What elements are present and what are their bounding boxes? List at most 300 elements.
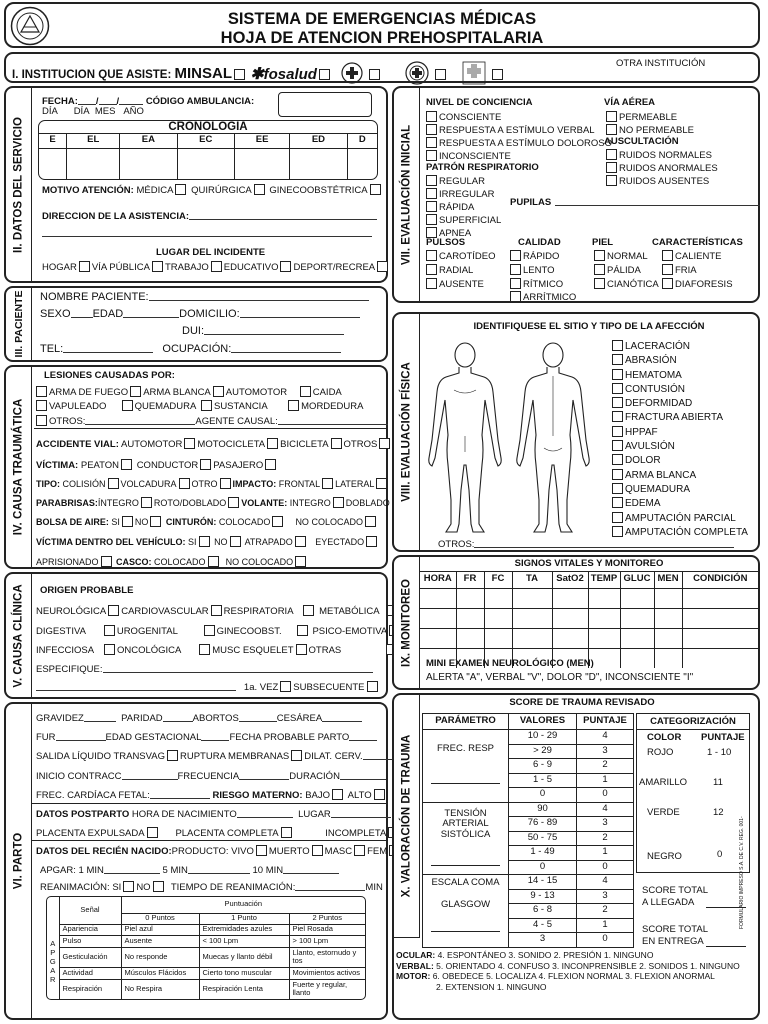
bolsa-label: BOLSA DE AIRE: — [36, 517, 109, 527]
resp-doloroso-checkbox[interactable] — [426, 137, 437, 148]
irregular-checkbox[interactable] — [426, 188, 437, 199]
contusion-label: CONTUSIÓN — [625, 383, 685, 395]
vitals-cell[interactable] — [552, 588, 588, 608]
regular-checkbox[interactable] — [426, 175, 437, 186]
frec-resp-label: FREC. RESP — [436, 743, 494, 754]
vitals-table — [420, 572, 758, 668]
vitals-cell[interactable] — [588, 608, 620, 628]
salida-checkbox[interactable] — [167, 750, 178, 761]
ginecoobst-label: GINECOOBST. — [216, 626, 282, 637]
vitals-cell[interactable] — [512, 588, 552, 608]
vitals-cell[interactable] — [682, 628, 758, 648]
cronologia-title: CRONOLOGIA — [39, 121, 377, 134]
paridad-field[interactable] — [163, 712, 193, 722]
edad-gest-label: EDAD GESTACIONAL — [105, 732, 202, 743]
musc-esquelet-checkbox[interactable] — [296, 644, 307, 655]
parabrisas-integro-checkbox[interactable] — [141, 497, 152, 508]
abortos-label: ABORTOS — [192, 713, 239, 724]
sexo-field[interactable] — [71, 308, 93, 318]
fria-label: FRIA — [675, 265, 697, 276]
colision-checkbox[interactable] — [108, 478, 119, 489]
neurologica-checkbox[interactable] — [108, 605, 119, 616]
permeable-checkbox[interactable] — [606, 111, 617, 122]
ruidos-normales-checkbox[interactable] — [606, 149, 617, 160]
fosalud-checkbox[interactable] — [319, 69, 330, 80]
col-temp: TEMP — [588, 572, 620, 588]
apgar-table — [46, 896, 366, 1000]
ta-val-2: 50 - 75 — [509, 831, 577, 846]
masc-checkbox[interactable] — [354, 845, 365, 856]
inconsciente-label: INCONSCIENTE — [439, 151, 511, 162]
vial-otros-checkbox[interactable] — [379, 438, 390, 449]
arma-blanca-fis-checkbox[interactable] — [612, 469, 623, 480]
placenta-exp-checkbox[interactable] — [147, 827, 158, 838]
trabajo-checkbox[interactable] — [211, 261, 222, 272]
urogenital-checkbox[interactable] — [204, 625, 215, 636]
vitals-cell[interactable] — [420, 588, 456, 608]
tiempo-rean-label: TIEMPO DE REANIMACIÓN: — [170, 882, 296, 893]
domicilio-field[interactable] — [240, 308, 360, 318]
crono-cell[interactable] — [120, 148, 177, 180]
auscultacion-label: AUSCULTACIÓN — [604, 136, 679, 147]
peaton-label: PEATON — [80, 460, 120, 471]
ocular-label: OCULAR: — [396, 950, 436, 960]
fria-checkbox[interactable] — [662, 264, 673, 275]
no-permeable-label: NO PERMEABLE — [619, 125, 694, 136]
casco-colocado-checkbox[interactable] — [208, 556, 219, 567]
conductor-label: CONDUCTOR — [136, 460, 199, 471]
volante-integro-checkbox[interactable] — [333, 497, 344, 508]
vitals-cell[interactable] — [682, 588, 758, 608]
rapida-label: RÁPIDA — [439, 202, 475, 213]
gl-pts-3: 1 — [577, 918, 634, 933]
frontal-checkbox[interactable] — [322, 478, 333, 489]
cinturon-no-colocado-checkbox[interactable] — [365, 516, 376, 527]
infecciosa-label: INFECCIOSA — [36, 645, 95, 656]
vial-otros-label: OTROS — [343, 439, 378, 450]
cat-rojo: ROJO — [647, 747, 674, 758]
direccion-field[interactable] — [189, 210, 377, 220]
resp-doloroso-label: RESPUESTA A ESTÍMULO DOLOROSO — [439, 138, 612, 149]
vitals-cell[interactable] — [654, 628, 682, 648]
hogar-label: HOGAR — [42, 262, 77, 273]
fur-field[interactable] — [56, 731, 106, 741]
medica-checkbox[interactable] — [175, 184, 186, 195]
dui-field[interactable] — [204, 325, 344, 335]
pasajero-checkbox[interactable] — [265, 459, 276, 470]
lateral-checkbox[interactable] — [376, 478, 387, 489]
volcadura-checkbox[interactable] — [179, 478, 190, 489]
apgar-side-a: A — [50, 939, 56, 948]
section-causa-clinica — [4, 572, 388, 699]
arritmico-checkbox[interactable] — [510, 291, 521, 302]
pupilas-field[interactable] — [555, 196, 760, 206]
oncologica-label: ONCOLÓGICA — [116, 645, 182, 656]
col-fr: FR — [456, 572, 484, 588]
edema-checkbox[interactable] — [612, 497, 623, 508]
vitals-cell[interactable] — [456, 608, 484, 628]
no-permeable-checkbox[interactable] — [606, 124, 617, 135]
page-title: SISTEMA DE EMERGENCIAS MÉDICAS — [227, 10, 537, 28]
apgar-1min-field[interactable] — [104, 864, 160, 874]
identifique-label: IDENTIFIQUESE EL SITIO Y TIPO DE LA AFECCIÓN — [473, 321, 705, 332]
tiempo-rean-field[interactable] — [295, 881, 365, 891]
direccion-field-2[interactable] — [42, 236, 372, 237]
deformidad-checkbox[interactable] — [612, 397, 623, 408]
table-cell: No responde — [121, 947, 199, 967]
dia-label: DÍA — [42, 106, 58, 117]
vitals-cell[interactable] — [620, 648, 654, 668]
motocicleta-checkbox[interactable] — [267, 438, 278, 449]
tel-label: TEL: — [40, 343, 64, 355]
mordedura-label: MORDEDURA — [301, 401, 364, 412]
bicicleta-checkbox[interactable] — [331, 438, 342, 449]
muerto-checkbox[interactable] — [312, 845, 323, 856]
agente-label: AGENTE CAUSAL: — [195, 416, 278, 427]
reanimacion-label: REANIMACIÓN: — [40, 882, 110, 893]
vitals-cell[interactable] — [420, 628, 456, 648]
ta-pts-1: 3 — [577, 817, 634, 832]
vitals-cell[interactable] — [484, 628, 512, 648]
crono-cell[interactable] — [67, 148, 120, 180]
body-figure-back — [512, 340, 594, 536]
inicio-field[interactable] — [122, 770, 178, 780]
categorizacion-title: CATEGORIZACIÓN — [637, 714, 749, 730]
cardiovascular-checkbox[interactable] — [211, 605, 222, 616]
tel-field[interactable] — [63, 343, 153, 353]
cinturon-colocado-checkbox[interactable] — [272, 516, 283, 527]
ta-val-1: 76 - 89 — [509, 817, 577, 832]
primera-vez-checkbox[interactable] — [280, 681, 291, 692]
especifique-label: ESPECIFIQUE: — [36, 664, 103, 675]
men-line: ALERTA "A", VERBAL "V", DOLOR "D", INCONSCIENTE "I" — [426, 672, 694, 683]
apgar-5min-field[interactable] — [188, 864, 250, 874]
lugar-nac-field[interactable] — [331, 808, 391, 818]
otros-label: OTROS: — [49, 416, 86, 427]
bajo-checkbox[interactable] — [332, 789, 343, 800]
dentro-si-label: SI — [188, 537, 197, 547]
fecha-mes-field[interactable] — [99, 95, 117, 105]
vitals-cell[interactable] — [484, 608, 512, 628]
score-llegada-label-2: A LLEGADA — [642, 897, 695, 908]
vitals-cell[interactable] — [620, 608, 654, 628]
glasgow-label: GLASGOW — [440, 898, 491, 910]
cat-verde: VERDE — [647, 807, 680, 818]
conductor-checkbox[interactable] — [200, 459, 211, 470]
arma-fuego-checkbox[interactable] — [36, 386, 47, 397]
rapido-label: RÁPIDO — [523, 251, 560, 262]
signos-label: SIGNOS VITALES Y MONITOREO — [420, 559, 758, 572]
amputacion-completa-label: AMPUTACIÓN COMPLETA — [625, 526, 748, 538]
roto-checkbox[interactable] — [228, 497, 239, 508]
vitals-cell[interactable] — [682, 608, 758, 628]
casco-no-colocado-checkbox[interactable] — [295, 556, 306, 567]
anio-label: AÑO — [123, 106, 144, 117]
ocupacion-field[interactable] — [231, 343, 341, 353]
casco-no-colocado-label: NO COLOCADO — [225, 557, 294, 567]
arma-blanca-checkbox[interactable] — [130, 386, 141, 397]
agente-field[interactable] — [278, 415, 388, 425]
rean-si-label: SI — [112, 882, 122, 893]
institution-row — [4, 52, 760, 83]
gineco-checkbox[interactable] — [370, 184, 381, 195]
crono-cell[interactable] — [290, 148, 347, 180]
rean-si-checkbox[interactable] — [123, 881, 134, 892]
respiratoria-checkbox[interactable] — [303, 605, 314, 616]
hematoma-checkbox[interactable] — [612, 369, 623, 380]
apgar-label: APGAR: — [40, 865, 76, 876]
frec-pts-4: 0 — [577, 788, 634, 803]
codigo-ambulancia-label: CÓDIGO AMBULANCIA: — [145, 96, 255, 107]
table-cell: Ausente — [121, 936, 199, 948]
atrapado-checkbox[interactable] — [295, 536, 306, 547]
section-title: V. CAUSA CLÍNICA — [11, 583, 24, 688]
comandos-checkbox[interactable] — [435, 69, 446, 80]
lento-label: LENTO — [523, 265, 555, 276]
edad-gest-field[interactable] — [201, 731, 229, 741]
col-parametro: PARÁMETRO — [423, 714, 509, 730]
section-title: VII. EVALUACIÓN INICIAL — [399, 124, 412, 265]
ausente-checkbox[interactable] — [426, 278, 437, 289]
vitals-cell[interactable] — [620, 628, 654, 648]
superficial-checkbox[interactable] — [426, 214, 437, 225]
caliente-checkbox[interactable] — [662, 250, 673, 261]
rapida-checkbox[interactable] — [426, 201, 437, 212]
radial-checkbox[interactable] — [426, 264, 437, 275]
avulsion-checkbox[interactable] — [612, 440, 623, 451]
otros-field[interactable] — [85, 415, 195, 425]
page-subtitle: HOJA DE ATENCION PREHOSPITALARIA — [220, 29, 544, 47]
oncologica-checkbox[interactable] — [199, 644, 210, 655]
tipo-otro-checkbox[interactable] — [220, 478, 231, 489]
eyectado-checkbox[interactable] — [366, 536, 377, 547]
hppaf-checkbox[interactable] — [612, 426, 623, 437]
mes-label: MES — [94, 106, 116, 117]
laceracion-checkbox[interactable] — [612, 340, 623, 351]
mordedura-checkbox[interactable] — [288, 400, 299, 411]
vitals-cell[interactable] — [654, 588, 682, 608]
vitals-cell[interactable] — [654, 608, 682, 628]
apgar-h-senal: Señal — [59, 897, 121, 924]
vitals-cell[interactable] — [484, 588, 512, 608]
fcf-field[interactable] — [150, 789, 210, 799]
ocular-text: 4. ESPONTÁNEO 3. SONIDO 2. PRESIÓN 1. NINGUNO — [437, 950, 654, 960]
score-llegada-field[interactable] — [706, 907, 746, 908]
col-puntaje: PUNTAJE — [577, 714, 634, 730]
score-entrega-field[interactable] — [706, 946, 746, 947]
crono-cell[interactable] — [177, 148, 234, 180]
crono-cell[interactable] — [347, 148, 377, 180]
normal-checkbox[interactable] — [594, 250, 605, 261]
ruidos-anormales-checkbox[interactable] — [606, 162, 617, 173]
cianotica-checkbox[interactable] — [594, 278, 605, 289]
vivo-label: VIVO — [231, 846, 254, 857]
vitals-cell[interactable] — [552, 628, 588, 648]
vivo-checkbox[interactable] — [256, 845, 267, 856]
apgar-10min-field[interactable] — [283, 864, 339, 874]
vitals-cell[interactable] — [588, 588, 620, 608]
bolsa-si-checkbox[interactable] — [122, 516, 133, 527]
caida-checkbox[interactable] — [300, 386, 311, 397]
vitals-cell[interactable] — [654, 648, 682, 668]
dui-label: DUI: — [182, 325, 204, 337]
vitals-cell[interactable] — [456, 628, 484, 648]
doblado-label: DOBLADO — [345, 498, 390, 508]
vitals-cell[interactable] — [512, 608, 552, 628]
cruz-roja-checkbox[interactable] — [369, 69, 380, 80]
subsecuente-checkbox[interactable] — [367, 681, 378, 692]
peaton-checkbox[interactable] — [121, 459, 132, 470]
ruptura-label: RUPTURA MEMBRANAS — [180, 751, 290, 762]
fractura-abierta-checkbox[interactable] — [612, 411, 623, 422]
ta-pts-3: 1 — [577, 846, 634, 861]
table-cell: Piel azul — [121, 924, 199, 936]
especifique-field-2[interactable] — [36, 681, 236, 691]
vitals-cell[interactable] — [512, 628, 552, 648]
contusion-checkbox[interactable] — [612, 383, 623, 394]
frecuencia-field[interactable] — [239, 770, 289, 780]
cesarea-field[interactable] — [322, 712, 362, 722]
automotor-label: AUTOMOTOR — [225, 387, 288, 398]
vitals-cell[interactable] — [620, 588, 654, 608]
carotideo-checkbox[interactable] — [426, 250, 437, 261]
crono-cell[interactable] — [39, 148, 67, 180]
volcadura-label: VOLCADURA — [120, 479, 177, 489]
nombre-field[interactable] — [149, 291, 369, 301]
divider — [32, 840, 386, 841]
dolor-label: DOLOR — [625, 455, 661, 467]
deporte-checkbox[interactable] — [377, 261, 388, 272]
ruidos-ausentes-checkbox[interactable] — [606, 175, 617, 186]
vapuleado-checkbox[interactable] — [36, 400, 47, 411]
tipo-label: TIPO: — [36, 479, 60, 489]
crono-cell[interactable] — [234, 148, 289, 180]
calidad-label: CALIDAD — [518, 237, 561, 248]
diaforesis-label: DIAFORESIS — [675, 279, 733, 290]
paridad-label: PARIDAD — [121, 713, 163, 724]
placenta-comp-checkbox[interactable] — [281, 827, 292, 838]
table-row: Actividad — [59, 968, 121, 980]
resp-verbal-checkbox[interactable] — [426, 124, 437, 135]
vitals-cell[interactable] — [588, 628, 620, 648]
fecha-anio-field[interactable] — [119, 95, 143, 105]
quemadura-checkbox[interactable] — [122, 400, 133, 411]
quemadura-fis-checkbox[interactable] — [612, 483, 623, 494]
frec-pts-3: 1 — [577, 773, 634, 788]
vitals-cell[interactable] — [456, 588, 484, 608]
amputacion-parcial-checkbox[interactable] — [612, 512, 623, 523]
dolor-checkbox[interactable] — [612, 454, 623, 465]
fpp-field[interactable] — [349, 731, 377, 741]
trabajo-label: TRABAJO — [164, 262, 209, 273]
amputacion-completa-checkbox[interactable] — [612, 526, 623, 537]
arma-blanca-fis-label: ARMA BLANCA — [625, 469, 697, 481]
dentro-no-checkbox[interactable] — [230, 536, 241, 547]
col-valores: VALORES — [509, 714, 577, 730]
frec-val-1: > 29 — [509, 744, 577, 759]
col-gluc: GLUC — [620, 572, 654, 588]
rean-no-checkbox[interactable] — [153, 881, 164, 892]
sustancia-label: SUSTANCIA — [213, 401, 268, 412]
tension-label: TENSIÓN — [444, 807, 487, 819]
vial-automotor-checkbox[interactable] — [184, 438, 195, 449]
cruz-verde-checkbox[interactable] — [492, 69, 503, 80]
ruptura-checkbox[interactable] — [291, 750, 302, 761]
digestiva-checkbox[interactable] — [104, 625, 115, 636]
resp-verbal-label: RESPUESTA A ESTÍMULO VERBAL — [439, 125, 595, 136]
gravidez-field[interactable] — [84, 712, 116, 722]
especifique-field[interactable] — [103, 663, 373, 673]
abortos-field[interactable] — [239, 712, 277, 722]
gl-val-3: 4 - 5 — [509, 918, 577, 933]
abrasion-checkbox[interactable] — [612, 354, 623, 365]
lesiones-label: LESIONES CAUSADAS POR: — [44, 370, 175, 381]
edad-field[interactable] — [123, 308, 179, 318]
origen-label: ORIGEN PROBABLE — [40, 585, 134, 596]
duracion-field[interactable] — [340, 770, 386, 780]
vitals-cell[interactable] — [682, 648, 758, 668]
table-cell: Fuerte y regular, llanto — [289, 979, 365, 999]
automotor-checkbox[interactable] — [213, 386, 224, 397]
header-box — [4, 2, 760, 48]
vitals-cell[interactable] — [420, 608, 456, 628]
roto-label: ROTO/DOBLADO — [153, 498, 227, 508]
bolsa-no-checkbox[interactable] — [150, 516, 161, 527]
quirurgica-checkbox[interactable] — [254, 184, 265, 195]
laceracion-label: LACERACIÓN — [625, 341, 691, 352]
table-row: Respiración — [59, 979, 121, 999]
rapido-checkbox[interactable] — [510, 250, 521, 261]
col-ta: TA — [512, 572, 552, 588]
apgar-col-0: 0 Puntos — [121, 913, 199, 924]
codigo-ambulancia-field[interactable] — [278, 92, 372, 117]
avulsion-label: AVULSIÓN — [625, 441, 675, 453]
aprisionado-checkbox[interactable] — [101, 556, 112, 567]
otros-checkbox[interactable] — [36, 415, 47, 426]
infecciosa-checkbox[interactable] — [104, 644, 115, 655]
fis-otros-field[interactable] — [474, 538, 734, 548]
inconsciente-checkbox[interactable] — [426, 150, 437, 161]
gl-val-1: 9 - 13 — [509, 889, 577, 904]
sustancia-checkbox[interactable] — [201, 400, 212, 411]
tipo-otro-label: OTRO — [191, 479, 218, 489]
cruz-roja-icon — [341, 62, 363, 88]
caracteristicas-label: CARACTERÍSTICAS — [652, 237, 743, 248]
hogar-checkbox[interactable] — [79, 261, 90, 272]
body-figure-front — [424, 340, 506, 536]
divider — [32, 803, 386, 804]
consciente-checkbox[interactable] — [426, 111, 437, 122]
dentro-si-checkbox[interactable] — [199, 536, 210, 547]
crono-col-d: D — [347, 134, 377, 148]
hora-nac-field[interactable] — [237, 808, 293, 818]
minsal-checkbox[interactable] — [234, 69, 245, 80]
lateral-label: LATERAL — [335, 479, 375, 489]
ginecoobst-checkbox[interactable] — [297, 625, 308, 636]
diaforesis-checkbox[interactable] — [662, 278, 673, 289]
educativo-checkbox[interactable] — [280, 261, 291, 272]
motocicleta-label: MOTOCICLETA — [197, 439, 266, 450]
fecha-dia-field[interactable] — [78, 95, 96, 105]
score-entrega-label: SCORE TOTAL — [642, 924, 708, 935]
ritmico-checkbox[interactable] — [510, 278, 521, 289]
via-publica-checkbox[interactable] — [152, 261, 163, 272]
lento-checkbox[interactable] — [510, 264, 521, 275]
vitals-cell[interactable] — [552, 608, 588, 628]
alto-checkbox[interactable] — [374, 789, 385, 800]
section-datos-servicio: II. DATOS DEL SERVICIO FECHA: / / CÓDIGO AMBULANCIA: DÍA DÍA MES AÑO CRONOLOGIA E EL EA EC EE ED D MOTIVO ATENCIÓN: MÉDICA QUIRÚRGICA GINECOOBSTÉTRICA DIRECCION DE LA ASISTENCIA: LUGAR DEL INCIDENTE HOGAR VÍA PÚBLICA TRABAJO EDUCATIVO DEPORT/RECREA — [4, 86, 388, 283]
palida-checkbox[interactable] — [594, 264, 605, 275]
